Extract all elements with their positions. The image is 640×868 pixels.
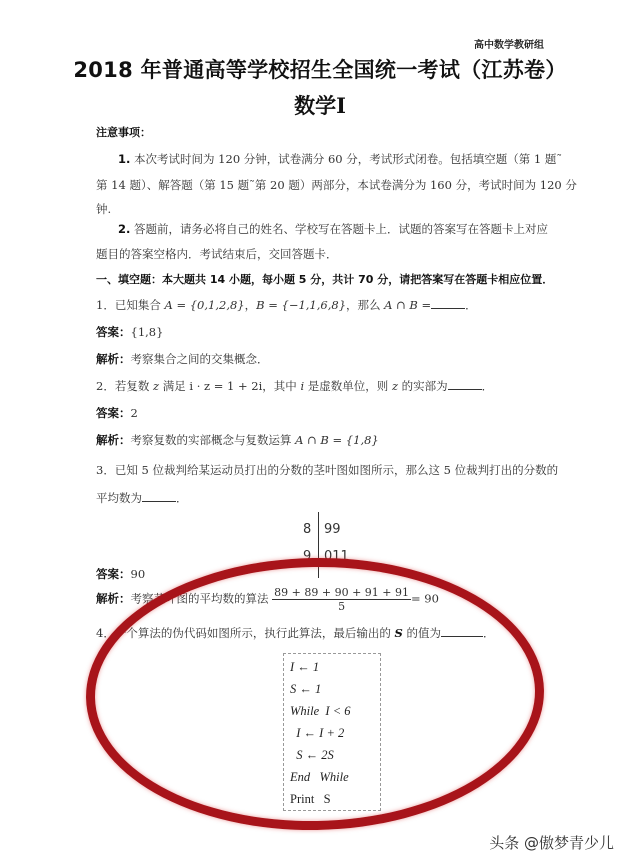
analysis-1: 解析：考察集合之间的交集概念． xyxy=(96,352,269,366)
question-3-line2: 平均数为 ． xyxy=(96,491,188,505)
watermark: 头条 @傲梦青少儿 xyxy=(489,834,614,852)
code-line-6: End While xyxy=(290,770,349,784)
code-line-1: I ← 1 xyxy=(290,660,320,674)
question-1: 1．已知集合 A = {0,1,2,8}，B = {−1,1,6,8}，那么 A ∩ B = ． xyxy=(96,298,477,312)
mean-fraction: $\frac{89 + 89 + 90 + 91 + 91}{5}$ xyxy=(274,586,409,613)
code-line-5: S ← 2S xyxy=(290,748,334,762)
code-line-3: While I < 6 xyxy=(290,704,351,718)
note-1-line2: 第 14 题）、解答题（第 15 题˜第 20 题）两部分，本试卷满分为 160 分，考试时间为 120 分 xyxy=(96,178,577,192)
answer-blank xyxy=(142,490,176,502)
note-1-num: 1. xyxy=(118,152,131,166)
note-2-line1: 2. 答题前，请务必将自己的姓名、学校写在答题卡上．试题的答案写在答题卡上对应 xyxy=(118,222,549,236)
section-heading: 一、填空题：本大题共 14 小题，每小题 5 分，共计 70 分，请把答案写在答题卡相应位置． xyxy=(96,273,554,286)
answer-3: 答案：90 xyxy=(96,567,146,581)
code-line-2: S ← 1 xyxy=(290,682,322,696)
page-subtitle: 数学Ⅰ xyxy=(294,93,346,118)
leaves-8: 99 xyxy=(324,522,341,537)
note-1-line1: 1. 本次考试时间为 120 分钟，试卷满分 60 分，考试形式闭卷。包括填空题（第 1 题˜ xyxy=(118,152,563,166)
answer-2: 答案：2 xyxy=(96,406,138,420)
question-4: 4．一个算法的伪代码如图所示，执行此算法，最后输出的 S 的值为 ． xyxy=(96,626,495,640)
leaves-9: 011 xyxy=(324,549,349,564)
note-2-num: 2. xyxy=(118,222,131,236)
answer-blank xyxy=(431,297,465,309)
answer-1: 答案：{1,8} xyxy=(96,325,164,339)
code-line-7: Print S xyxy=(290,792,331,806)
page-title: 2018 年普通高等学校招生全国统一考试（江苏卷） xyxy=(73,58,567,82)
answer-blank xyxy=(448,378,482,390)
stem-9: 9 xyxy=(303,549,312,564)
notes-heading: 注意事项： xyxy=(96,126,151,139)
question-2: 2．若复数 z 满足 i · z = 1 + 2i，其中 i 是虚数单位，则 z 的实部为 ． xyxy=(96,379,494,393)
note-1-line3: 钟. xyxy=(96,202,112,216)
question-3-line1: 3．已知 5 位裁判给某运动员打出的分数的茎叶图如图所示，那么这 5 位裁判打出的分数的 xyxy=(96,463,559,477)
note-2-line2: 题目的答案空格内．考试结束后，交回答题卡． xyxy=(96,247,338,261)
stem-8: 8 xyxy=(303,522,312,537)
analysis-3: 解析：考察茎叶图的平均数的算法 $\frac{89 + 89 + 90 + 91 + 91}{5}$ = 90 xyxy=(96,586,439,613)
code-line-4: I ← I + 2 xyxy=(290,726,345,740)
analysis-2: 解析：考察复数的实部概念与复数运算 A ∩ B = {1,8} xyxy=(96,433,379,447)
header-org: 高中数学教研组 xyxy=(474,40,544,51)
